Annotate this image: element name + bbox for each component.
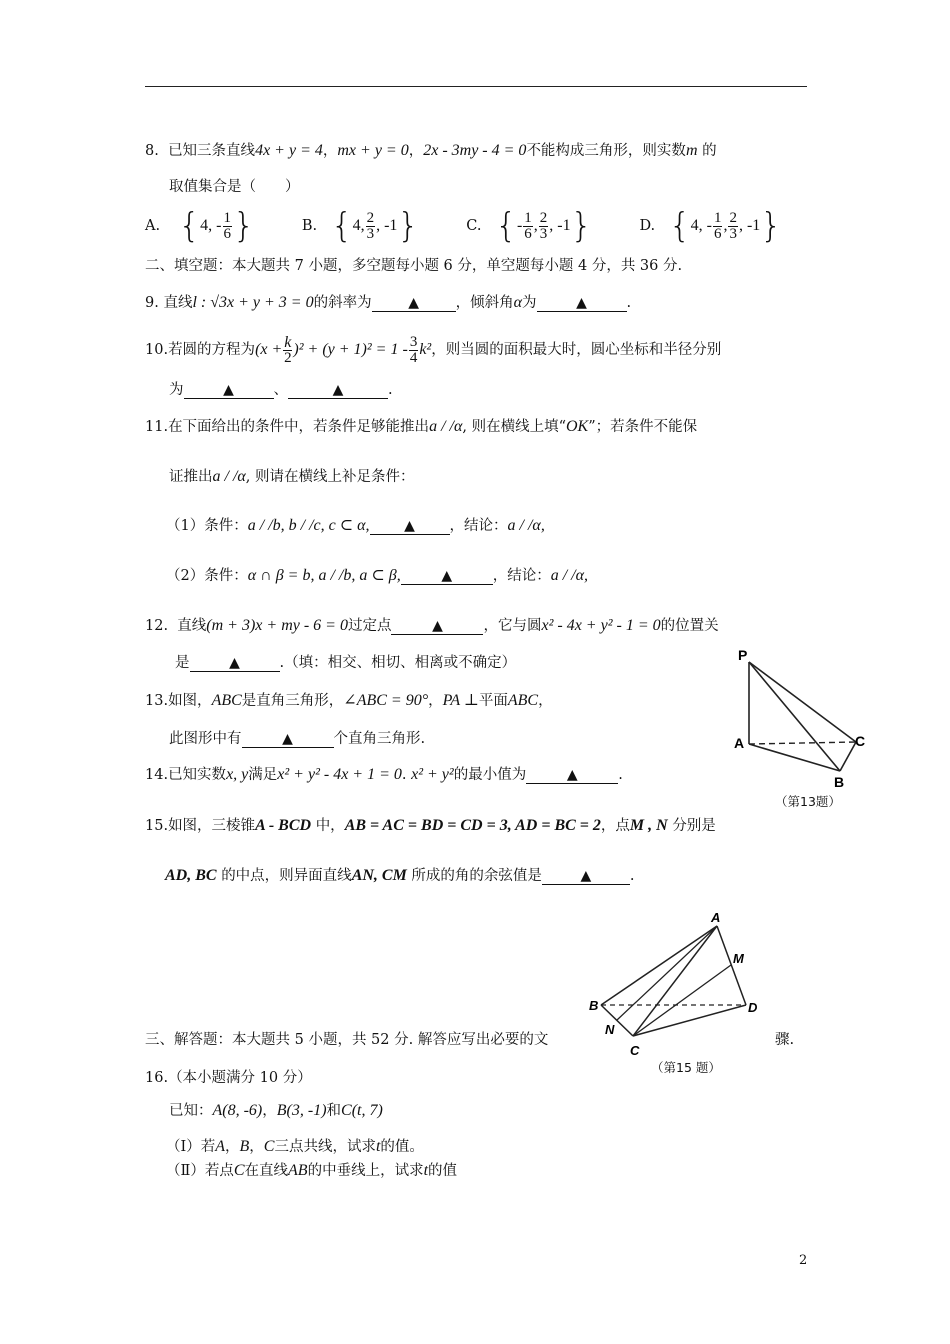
option-c: C. {- $\frac{1}{6}$ , $\frac{2}{3}$ , -1} <box>466 206 593 246</box>
section2-heading: 二、填空题：本大题共 7 小题，多空题每小题 6 分，单空题每小题 4 分，共 36 分. <box>145 258 683 274</box>
fig15-label-m: M <box>733 951 744 966</box>
fig13-label-b: B <box>834 774 845 790</box>
q15-line2: AD, BC 的中点，则异面直线AN, CM 所成的角的余弦值是 ▲ . <box>165 867 635 884</box>
q16-title: 16.（本小题满分 10 分） <box>145 1070 312 1086</box>
fig15-label-n: N <box>605 1022 615 1037</box>
q11-line1: 11.在下面给出的条件中，若条件足够能推出a / /α, 则在横线上填“OK”；若条件不能保 <box>145 418 698 435</box>
fig15-label-b: B <box>589 998 599 1013</box>
q8-line1: 8. 已知三条直线4x + y = 4，mx + y = 0，2x - 3my - 4 = 0不能构成三角形，则实数m 的 <box>145 142 717 159</box>
q8-options <box>145 208 782 244</box>
q9: 9. 直线l : √3x + y + 3 = 0的斜率为 ▲ ，倾斜角α为 ▲ . <box>145 294 632 311</box>
option-a: A. {4, - $\frac{1}{6}$ } <box>145 206 255 246</box>
q11-cond1: （1）条件：a / /b, b / /c, c ⊂ α, ▲ ，结论：a / /α, <box>166 517 545 534</box>
fig13-label-c: C <box>855 733 866 749</box>
fig15-label-c: C <box>630 1043 640 1058</box>
figure-13-pyramid <box>728 646 878 791</box>
q10-line2: 为 ▲ 、 ▲ . <box>169 382 393 398</box>
fig13-label-a: A <box>734 735 745 751</box>
option-d: D. {4, - $\frac{1}{6}$ , $\frac{2}{3}$ , -1} <box>639 206 782 246</box>
fig15-label-a: A <box>711 910 721 925</box>
option-b: B. {4, $\frac{2}{3}$ , -1} <box>301 206 420 246</box>
section3-heading-tail: 骤. <box>775 1032 795 1048</box>
q12-line2: 是 ▲ .（填：相交、相切、相离或不确定） <box>175 655 517 671</box>
q10-line1: 10.若圆的方程为(x + $\frac{k}{2}$ )² + (y + 1)² = 1 - $\frac{3}{4}$ k²，则当圆的面积最大时，圆心坐标和半径分别 <box>145 333 722 366</box>
q13-line1: 13.如图，ABC是直角三角形，∠ABC = 90°，PA ⊥平面ABC， <box>145 692 553 709</box>
q16-part-ii: （Ⅱ）若点C在直线AB的中垂线上，试求t的值 <box>166 1162 458 1179</box>
q11-line2: 证推出a / /α, 则请在横线上补足条件： <box>169 468 415 485</box>
q15-line1: 15.如图，三棱锥A - BCD 中，AB = AC = BD = CD = 3, AD = BC = 2，点M , N 分别是 <box>145 817 716 834</box>
q8-line2: 取值集合是（ ） <box>169 179 300 195</box>
figure-15-tetrahedron <box>583 908 773 1058</box>
header-rule <box>145 86 807 87</box>
fig15-label-d: D <box>748 1000 758 1015</box>
section3-heading: 三、解答题：本大题共 5 小题，共 52 分. 解答应写出必要的文 <box>145 1032 549 1048</box>
q13-line2: 此图形中有 ▲ 个直角三角形. <box>169 731 426 747</box>
q14: 14.已知实数x, y满足x² + y² - 4x + 1 = 0. x² + y²的最小值为 ▲ . <box>145 766 623 783</box>
q11-cond2: （2）条件：α ∩ β = b, a / /b, a ⊂ β, ▲ ，结论：a / /α, <box>166 567 589 584</box>
q16-given: 已知：A(8, -6)，B(3, -1)和C(t, 7) <box>169 1102 383 1119</box>
page-number: 2 <box>799 1253 808 1268</box>
fig13-caption: （第13题） <box>775 794 841 809</box>
fig15-caption: （第15 题） <box>651 1060 721 1075</box>
fig13-label-p: P <box>738 647 748 663</box>
q12-line1: 12. 直线(m + 3)x + my - 6 = 0过定点 ▲ ，它与圆x² - 4x + y² - 1 = 0的位置关 <box>145 617 719 634</box>
q16-part-i: （Ⅰ）若A，B，C三点共线，试求t的值。 <box>166 1138 424 1155</box>
